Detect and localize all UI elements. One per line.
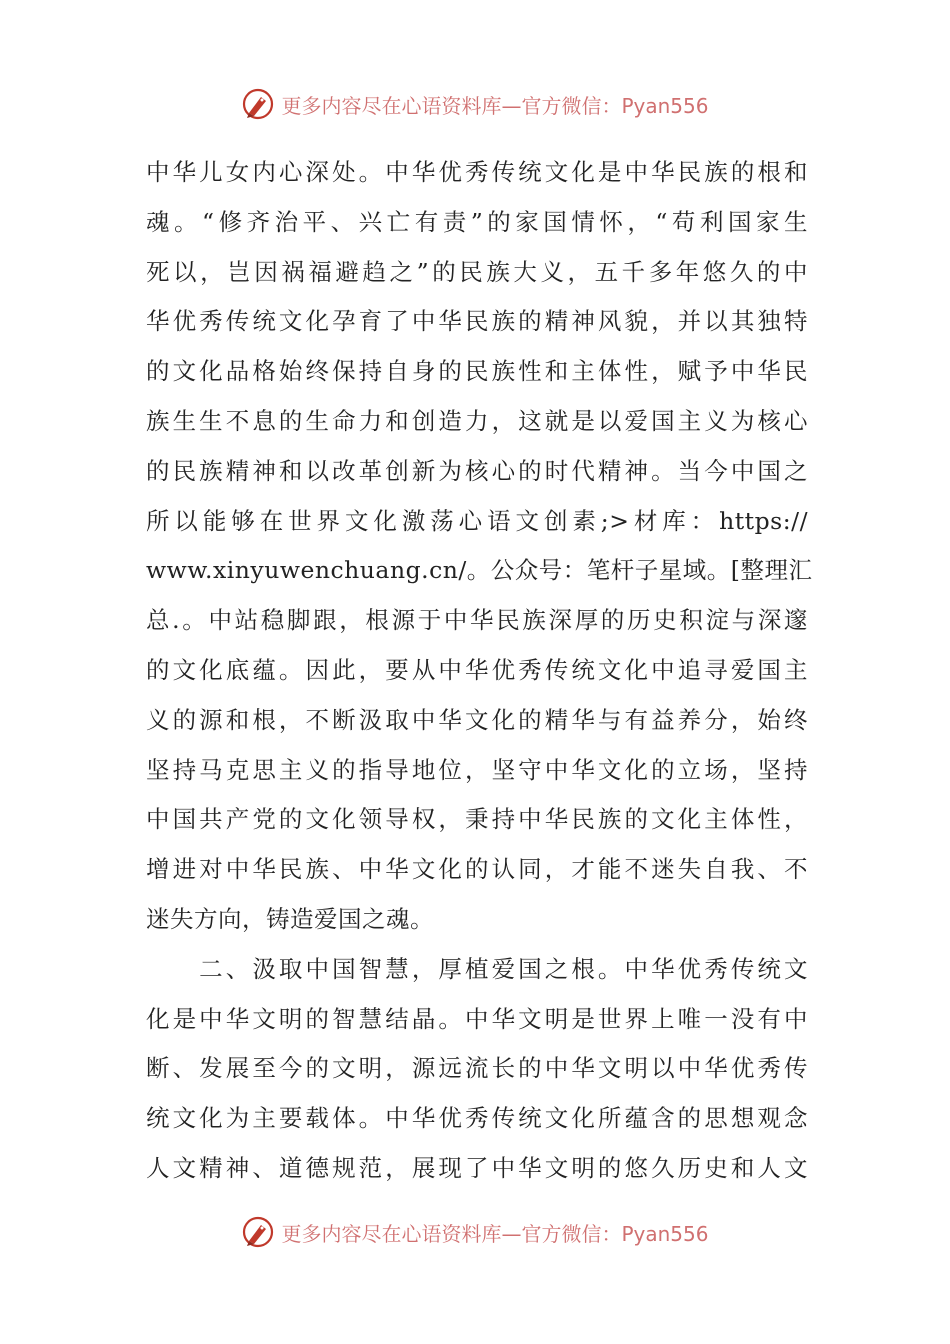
document-body bbox=[146, 148, 813, 1194]
text-line: 中华儿女内心深处。中华优秀传统文化是中华民族的根和 bbox=[146, 158, 808, 186]
text-line: www.xinyuwenchuang.cn/。公众号：笔杆子星域。[整理汇 bbox=[146, 556, 813, 585]
text-line: 化是中华文明的智慧结晶。中华文明是世界上唯一没有中 bbox=[146, 1004, 808, 1033]
text-line: 族生生不息的生命力和创造力，这就是以爱国主义为核心 bbox=[146, 406, 808, 435]
pen-nib-logo-icon bbox=[241, 87, 275, 121]
text-line: 义的源和根，不断汲取中华文化的精华与有益养分，始终 bbox=[146, 705, 808, 734]
header-banner-text: 更多内容尽在心语资料库—官方微信：Pyan556 bbox=[281, 93, 709, 118]
text-line: 的文化品格始终保持自身的民族性和主体性，赋予中华民 bbox=[146, 357, 808, 386]
text-line: 死以，岂因祸福避趋之”的民族大义，五千多年悠久的中 bbox=[146, 257, 808, 286]
text-line: 迷失方向，铸造爱国之魂。 bbox=[146, 904, 434, 933]
text-line: 所以能够在世界文化激荡心语文创素;>材库：https:// bbox=[146, 506, 808, 535]
text-line: 坚持马克思主义的指导地位，坚守中华文化的立场，坚持 bbox=[146, 755, 808, 784]
text-line: 断、发展至今的文明，源远流长的中华文明以中华优秀传 bbox=[146, 1054, 808, 1083]
pen-nib-logo-icon bbox=[241, 1215, 275, 1249]
text-line: 的民族精神和以改革创新为核心的时代精神。当今中国之 bbox=[146, 456, 808, 485]
text-line: 人文精神、道德规范，展现了中华文明的悠久历史和人文 bbox=[146, 1153, 808, 1182]
footer-banner-text: 更多内容尽在心语资料库—官方微信：Pyan556 bbox=[281, 1221, 709, 1246]
text-line: 增进对中华民族、中华文化的认同，才能不迷失自我、不 bbox=[146, 855, 808, 884]
text-line: 的文化底蕴。因此，要从中华优秀传统文化中追寻爱国主 bbox=[146, 655, 808, 684]
header-banner bbox=[0, 84, 950, 124]
text-line: 魂。“修齐治平、兴亡有责”的家国情怀，“苟利国家生 bbox=[146, 207, 808, 236]
text-line: 华优秀传统文化孕育了中华民族的精神风貌，并以其独特 bbox=[146, 307, 808, 336]
footer-banner bbox=[0, 1212, 950, 1252]
text-line: 统文化为主要载体。中华优秀传统文化所蕴含的思想观念 bbox=[146, 1104, 808, 1133]
text-line: 中国共产党的文化领导权，秉持中华民族的文化主体性， bbox=[146, 805, 808, 834]
text-line: 总.。中站稳脚跟，根源于中华民族深厚的历史积淀与深邃 bbox=[146, 606, 808, 635]
text-line: 二、汲取中国智慧，厚植爱国之根。中华优秀传统文 bbox=[146, 954, 808, 983]
